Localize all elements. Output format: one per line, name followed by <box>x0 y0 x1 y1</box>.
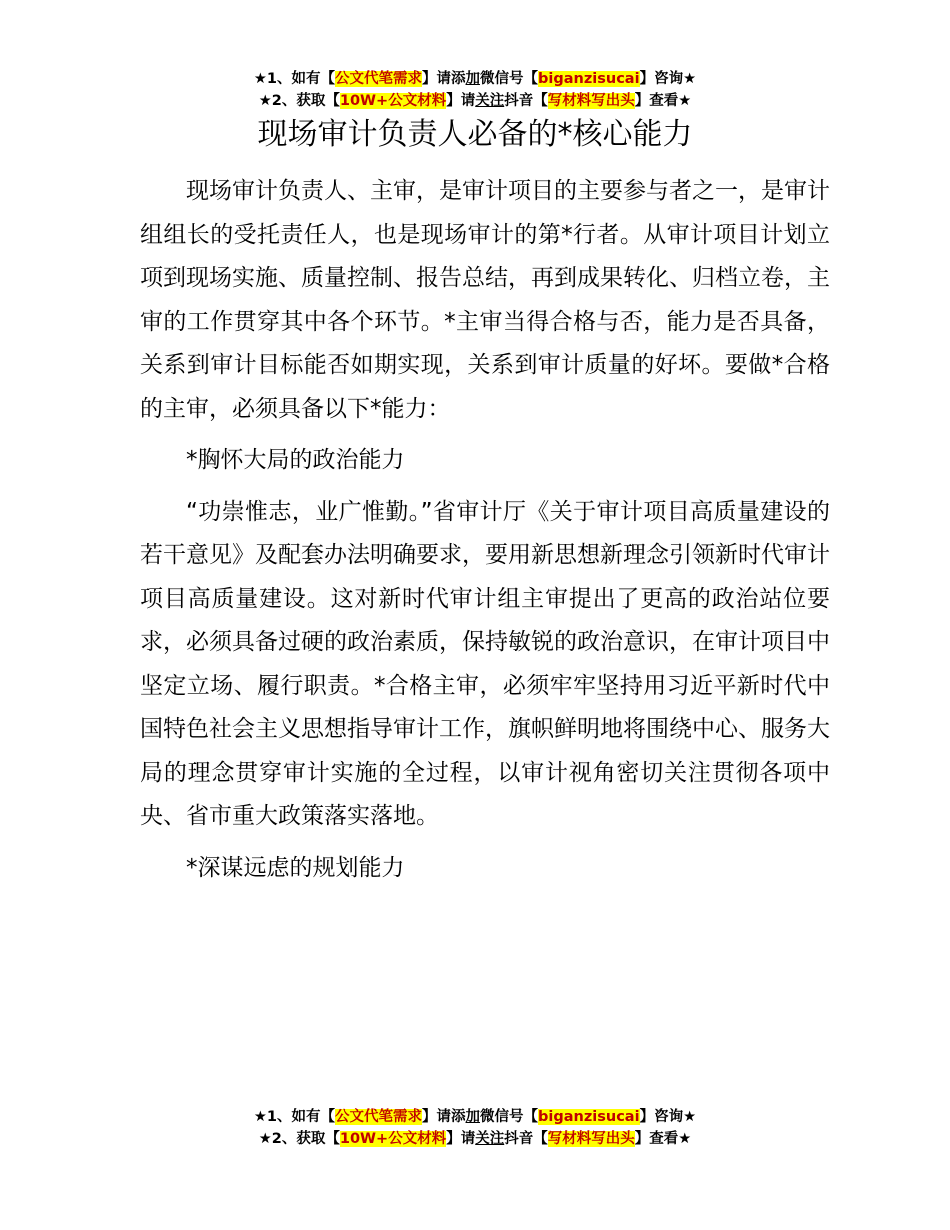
promo-text: 】请添 <box>422 71 466 87</box>
promo-text: 】请 <box>446 93 476 109</box>
promo-text: 】请 <box>446 1131 476 1147</box>
promo-line-2 <box>0 1128 950 1150</box>
paragraph: “功崇惟志，业广惟勤。”省审计厅《关于审计项目高质量建设的若干意见》及配套办法明确要求，要用新思想新理念引领新时代审计项目高质量建设。这对新时代审计组主审提出了更高的政治站位要求，必须具备过硬的政治素质，保持敏锐的政治意识，在审计项目中坚定立场、履行职责。*合格主审，必须牢牢坚持用习近平新时代中国特色社会主义思想指导审计工作，旗帜鲜明地将围绕中心、服务大局的理念贯穿审计实施的全过程，以审计视角密切关注贯彻各项中央、省市重大政策落实落地。 <box>140 498 830 829</box>
footer-promo-banner <box>0 1106 950 1150</box>
header-promo-banner <box>0 68 950 112</box>
promo-highlight: 10W+公文材料 <box>339 1131 447 1147</box>
promo-text: 微信号【 <box>480 71 539 87</box>
promo-wechat-id: biganzisucai <box>538 1109 640 1125</box>
promo-text: ★1、如有【 <box>253 71 336 87</box>
promo-wechat-id: biganzisucai <box>538 71 640 87</box>
promo-underlined: 关注 <box>475 1131 505 1147</box>
promo-line-1 <box>0 68 950 90</box>
section-heading: *胸怀大局的政治能力 <box>186 447 405 473</box>
promo-text: 】咨询★ <box>639 71 697 87</box>
promo-highlight: 公文代笔需求 <box>335 71 423 87</box>
promo-underlined: 加 <box>465 1109 481 1125</box>
promo-text: ★2、获取【 <box>258 1131 340 1147</box>
promo-text: 抖音【 <box>504 1131 548 1147</box>
promo-line-2 <box>0 90 950 112</box>
document-body <box>140 170 830 890</box>
promo-highlight: 10W+公文材料 <box>339 93 447 109</box>
promo-text: 】咨询★ <box>639 1109 697 1125</box>
promo-underlined: 加 <box>465 71 481 87</box>
promo-underlined: 关注 <box>475 93 505 109</box>
promo-douyin-account: 写材料写出头 <box>547 1131 635 1147</box>
promo-text: 】查看★ <box>634 1131 692 1147</box>
section-heading: *深谋远虑的规划能力 <box>186 854 405 881</box>
promo-highlight: 公文代笔需求 <box>335 1109 423 1125</box>
promo-text: 】查看★ <box>634 93 692 109</box>
promo-douyin-account: 写材料写出头 <box>547 93 635 109</box>
promo-text: 抖音【 <box>504 93 548 109</box>
promo-line-1 <box>0 1106 950 1128</box>
promo-text: ★2、获取【 <box>258 93 340 109</box>
promo-text: ★1、如有【 <box>253 1109 336 1125</box>
paragraph: 现场审计负责人、主审，是审计项目的主要参与者之一，是审计组组长的受托责任人，也是现场审计的第*行者。从审计项目计划立项到现场实施、质量控制、报告总结，再到成果转化、归档立卷，主审的工作贯穿其中各个环节。*主审当得合格与否，能力是否具备，关系到审计目标能否如期实现，关系到审计质量的好坏。要做*合格的主审，必须具备以下*能力： <box>140 178 830 422</box>
promo-text: 微信号【 <box>480 1109 539 1125</box>
promo-text: 】请添 <box>422 1109 466 1125</box>
document-title: 现场审计负责人必备的*核心能力 <box>257 117 693 152</box>
